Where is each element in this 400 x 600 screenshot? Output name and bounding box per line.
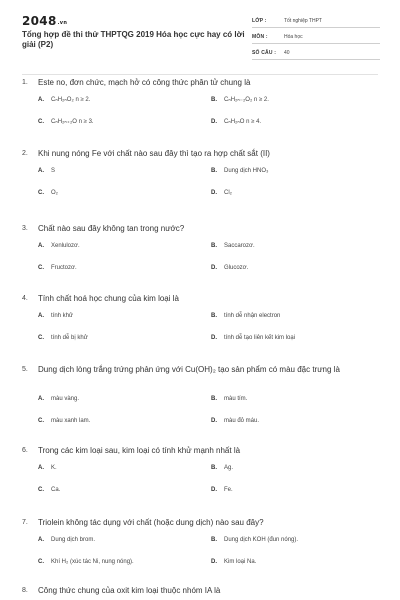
answer-option-a[interactable] [38, 536, 95, 544]
question-8 [22, 586, 378, 596]
answer-option-b[interactable] [211, 242, 255, 250]
option-letter: A. [38, 465, 44, 471]
option-letter: D. [211, 119, 217, 125]
option-text: Khí H₂ (xúc tác Ni, nung nóng). [51, 559, 134, 565]
option-letter: C. [38, 559, 44, 565]
option-text: Dung dịch brom. [51, 537, 96, 543]
option-letter: C. [38, 335, 44, 341]
answer-option-c[interactable] [38, 558, 134, 566]
option-letter: D. [211, 190, 217, 196]
option-letter: B. [211, 168, 217, 174]
option-text: tính khử [51, 313, 74, 319]
meta-row-subject [252, 30, 380, 44]
question-header [22, 518, 378, 528]
meta-label: MÔN : [252, 33, 268, 40]
meta-row-class [252, 14, 380, 28]
question-text: Este no, đơn chức, mạch hở có công thức phân tử chung là [38, 78, 251, 87]
page-header [0, 0, 400, 72]
option-letter: C. [38, 190, 44, 196]
question-number: 5. [22, 366, 28, 373]
question-header [22, 294, 378, 304]
option-letter: C. [38, 487, 44, 493]
logo-suffix: .vn [57, 20, 68, 26]
answer-option-a[interactable] [38, 312, 73, 320]
option-letter: A. [38, 537, 44, 543]
question-number: 4. [22, 295, 28, 302]
option-letter: A. [38, 97, 44, 103]
question-4 [22, 294, 378, 341]
question-text: Chất nào sau đây không tan trong nước? [38, 224, 185, 233]
option-letter: C. [38, 265, 44, 271]
option-letter: A. [38, 313, 44, 319]
option-letter: D. [211, 559, 217, 565]
answer-option-a[interactable] [38, 464, 57, 472]
meta-label: SỐ CÂU : [252, 49, 277, 56]
option-text: Dung dịch HNO₃ [224, 168, 269, 174]
question-number: 6. [22, 447, 28, 454]
question-header [22, 149, 378, 159]
meta-label: LỚP : [252, 17, 267, 24]
meta-row-count [252, 46, 380, 60]
option-letter: D. [211, 335, 217, 341]
question-1 [22, 78, 378, 125]
option-letter: B. [211, 396, 217, 402]
question-number: 3. [22, 225, 28, 232]
option-text: Glucozơ. [224, 265, 249, 271]
question-3 [22, 224, 378, 271]
option-text: CₙH₂ₙO n ≥ 4. [224, 119, 262, 125]
option-text: Xenlulozơ. [51, 243, 80, 249]
option-text: màu tím. [224, 396, 248, 402]
site-logo[interactable] [22, 14, 67, 28]
question-text: Dung dịch lòng trắng trứng phản ứng với Cu(OH)₂ tạo sản phẩm có màu đặc trưng là [38, 365, 340, 374]
option-letter: B. [211, 537, 217, 543]
question-number: 2. [22, 150, 28, 157]
answer-option-c[interactable] [38, 118, 94, 126]
question-7 [22, 518, 378, 565]
option-letter: B. [211, 243, 217, 249]
option-text: Dung dịch KOH (đun nóng). [224, 537, 299, 543]
question-header [22, 224, 378, 234]
question-6 [22, 446, 378, 493]
question-text: Triolein không tác dụng với chất (hoặc dung dịch) nào sau đây? [38, 518, 264, 527]
document-title: Tổng hợp đề thi thử THPTQG 2019 Hóa học cực hay có lời giải (P2) [22, 30, 245, 49]
meta-value: Hóa học [284, 33, 303, 40]
option-text: Ag. [224, 465, 234, 471]
question-text: Công thức chung của oxit kim loại thuộc nhóm IA là [38, 586, 221, 595]
option-text: tính dễ bị khử [51, 335, 88, 341]
answer-option-a[interactable] [38, 395, 79, 403]
answer-option-c[interactable] [38, 417, 90, 425]
option-letter: B. [211, 97, 217, 103]
answer-option-d[interactable] [211, 118, 261, 126]
answer-option-d[interactable] [211, 334, 295, 342]
option-text: màu xanh lam. [51, 418, 91, 424]
answer-option-d[interactable] [211, 486, 233, 494]
meta-value: 40 [284, 49, 290, 56]
option-letter: A. [38, 168, 44, 174]
option-text: màu đỏ máu. [224, 418, 260, 424]
answer-option-b[interactable] [211, 464, 233, 472]
answer-option-c[interactable] [38, 486, 60, 494]
option-text: Saccarozơ. [224, 243, 255, 249]
option-text: Fructozơ. [51, 265, 77, 271]
question-text: Tính chất hoá học chung của kim loại là [38, 294, 179, 303]
option-text: CₙH₂ₙ₊₂O n ≥ 3. [51, 119, 94, 125]
option-text: K. [51, 465, 57, 471]
option-letter: C. [38, 418, 44, 424]
question-number: 7. [22, 519, 28, 526]
option-text: O₂ [51, 190, 58, 196]
answer-option-d[interactable] [211, 189, 232, 197]
answer-option-d[interactable] [211, 558, 256, 566]
option-text: tính dễ nhận electron [224, 313, 281, 319]
header-divider [22, 74, 378, 75]
question-text: Khi nung nóng Fe với chất nào sau đây thì tạo ra hợp chất sắt (II) [38, 149, 270, 158]
option-text: màu vàng. [51, 396, 80, 402]
option-letter: B. [211, 465, 217, 471]
question-5 [22, 365, 378, 424]
option-text: CₙH₂ₙO₂ n ≥ 2. [51, 97, 91, 103]
question-number: 1. [22, 79, 28, 86]
option-letter: A. [38, 396, 44, 402]
option-text: Ca. [51, 487, 61, 493]
answer-option-c[interactable] [38, 334, 88, 342]
answer-option-d[interactable] [211, 264, 248, 272]
question-header [22, 586, 378, 596]
option-text: S [51, 168, 56, 174]
answer-option-c[interactable] [38, 264, 77, 272]
option-letter: A. [38, 243, 44, 249]
logo-text: 2048 [22, 14, 57, 28]
question-2 [22, 149, 378, 196]
answer-option-b[interactable] [211, 395, 247, 403]
question-number: 8. [22, 587, 28, 594]
document-meta [252, 14, 380, 62]
meta-value: Tốt nghiệp THPT [284, 17, 322, 24]
answer-option-c[interactable] [38, 189, 58, 197]
option-letter: C. [38, 119, 44, 125]
question-header [22, 446, 378, 456]
option-letter: B. [211, 313, 217, 319]
answer-option-a[interactable] [38, 96, 90, 104]
option-text: CₙH₂ₙ₋₂O₂ n ≥ 2. [224, 97, 269, 103]
question-header [22, 78, 378, 88]
question-header [22, 365, 378, 375]
answer-option-d[interactable] [211, 417, 259, 425]
option-letter: D. [211, 265, 217, 271]
option-text: tính dễ tạo liên kết kim loại [224, 335, 296, 341]
answer-option-b[interactable] [211, 312, 280, 320]
answer-option-b[interactable] [211, 536, 298, 544]
answer-option-b[interactable] [211, 96, 269, 104]
option-letter: D. [211, 418, 217, 424]
option-text: Fe. [224, 487, 233, 493]
answer-option-a[interactable] [38, 242, 80, 250]
answer-option-b[interactable] [211, 167, 268, 175]
option-text: Cl₂ [224, 190, 232, 196]
option-text: Kim loại Na. [224, 559, 257, 565]
option-letter: D. [211, 487, 217, 493]
question-text: Trong các kim loại sau, kim loại có tính khử mạnh nhất là [38, 446, 241, 455]
answer-option-a[interactable] [38, 167, 55, 175]
